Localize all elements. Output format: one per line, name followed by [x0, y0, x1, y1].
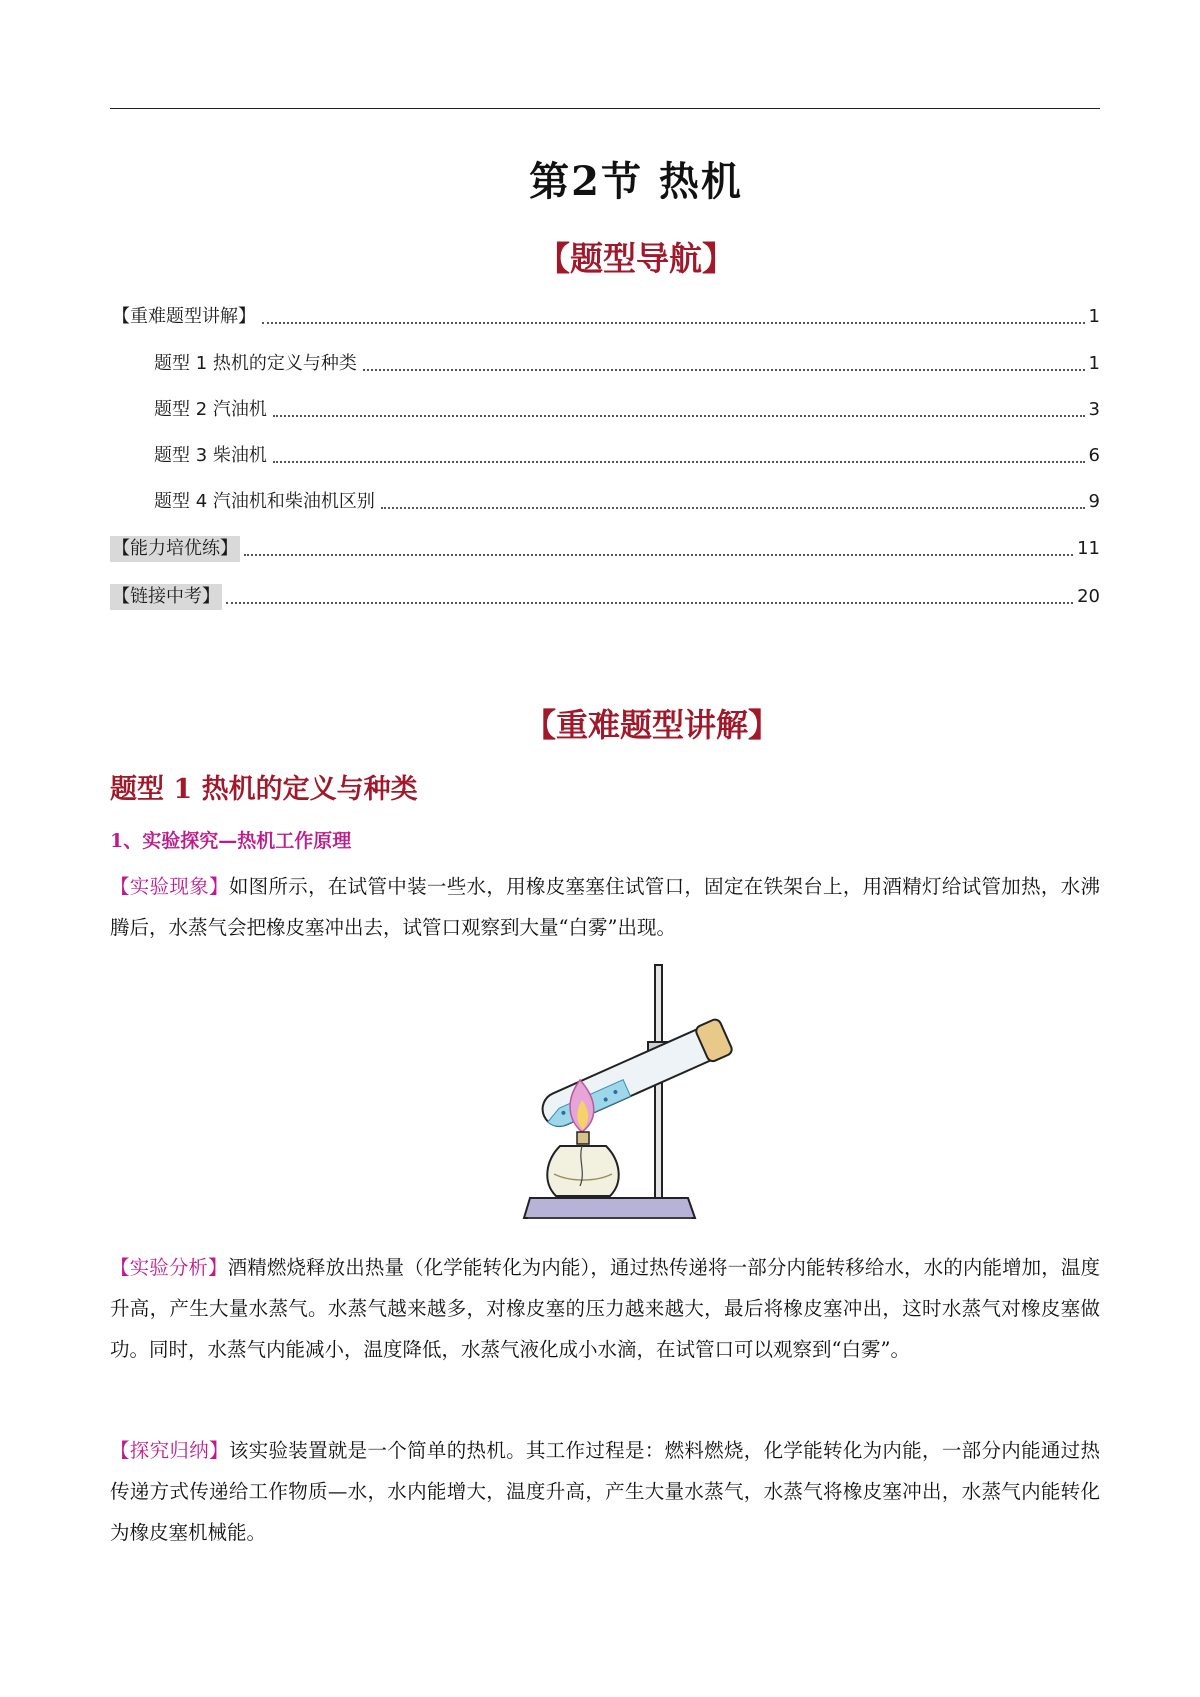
- toc-leader: [273, 415, 1085, 417]
- toc-label: 题型 1 热机的定义与种类: [154, 353, 357, 374]
- toc-entry[interactable]: [110, 580, 1100, 610]
- toc-label: 题型 2 汽油机: [154, 399, 267, 420]
- toc-leader: [262, 322, 1085, 324]
- paragraph-analysis: [110, 1247, 1100, 1370]
- paragraph-tag: 【实验分析】: [110, 1256, 228, 1279]
- toc-entry[interactable]: [110, 532, 1100, 562]
- page-title: 第2节 热机: [529, 158, 743, 205]
- toc-label: 【链接中考】: [110, 584, 222, 610]
- test-tube: [536, 1018, 733, 1134]
- toc-page-number: 1: [1088, 306, 1100, 327]
- toc-label: 题型 4 汽油机和柴油机区别: [154, 491, 375, 512]
- toc-page-number: 6: [1088, 445, 1100, 466]
- sub-heading: 1、实验探究—热机工作原理: [110, 830, 352, 852]
- paragraph-text: 如图所示，在试管中装一些水，用橡皮塞塞住试管口，固定在铁架台上，用酒精灯给试管加热，水沸腾后，水蒸气会把橡皮塞冲出去，试管口观察到大量“白雾”出现。: [110, 875, 1100, 939]
- toc-entry[interactable]: [110, 300, 1100, 330]
- toc-page-number: 11: [1077, 538, 1100, 559]
- paragraph-phenomenon: [110, 866, 1100, 948]
- paragraph-text: 该实验装置就是一个简单的热机。其工作过程是：燃料燃烧，化学能转化为内能，一部分内能通过热传递方式传递给工作物质—水，水内能增大，温度升高，产生大量水蒸气，水蒸气将橡皮塞冲出，水蒸气内能转化为橡皮塞机械能。: [110, 1439, 1100, 1544]
- toc-leader: [244, 554, 1073, 556]
- toc-entry[interactable]: [152, 485, 1100, 515]
- toc-page-number: 1: [1088, 353, 1100, 374]
- toc-leader: [381, 507, 1085, 509]
- paragraph-text: 酒精燃烧释放出热量（化学能转化为内能），通过热传递将一部分内能转移给水，水的内能增加，温度升高，产生大量水蒸气。水蒸气越来越多，对橡皮塞的压力越来越大，最后将橡皮塞冲出，这时水蒸气对橡皮塞做功。同时，水蒸气内能减小，温度降低，水蒸气液化成小水滴，在试管口可以观察到“白雾”。: [110, 1256, 1100, 1361]
- toc-leader: [363, 369, 1085, 371]
- experiment-illustration: [520, 960, 760, 1230]
- toc-page-number: 20: [1077, 586, 1100, 607]
- toc-label: 【重难题型讲解】: [112, 306, 256, 327]
- toc-label: 题型 3 柴油机: [154, 445, 267, 466]
- stand-base: [524, 1198, 695, 1218]
- toc-entry[interactable]: [152, 439, 1100, 469]
- alcohol-lamp: [547, 1146, 618, 1196]
- paragraph-tag: 【实验现象】: [110, 875, 229, 898]
- paragraph-tag: 【探究归纳】: [110, 1439, 229, 1462]
- toc-leader: [226, 602, 1073, 604]
- question-type-heading: 题型 1 热机的定义与种类: [110, 774, 418, 805]
- toc-page-number: 3: [1088, 399, 1100, 420]
- toc-leader: [273, 461, 1085, 463]
- nav-heading: 【题型导航】: [537, 239, 735, 278]
- toc-entry[interactable]: [152, 347, 1100, 377]
- paragraph-summary: [110, 1430, 1100, 1553]
- toc-entry[interactable]: [152, 393, 1100, 423]
- section-heading: 【重难题型讲解】: [523, 706, 780, 744]
- toc-page-number: 9: [1088, 491, 1100, 512]
- toc-label: 【能力培优练】: [110, 536, 240, 562]
- header-rule: [110, 108, 1100, 109]
